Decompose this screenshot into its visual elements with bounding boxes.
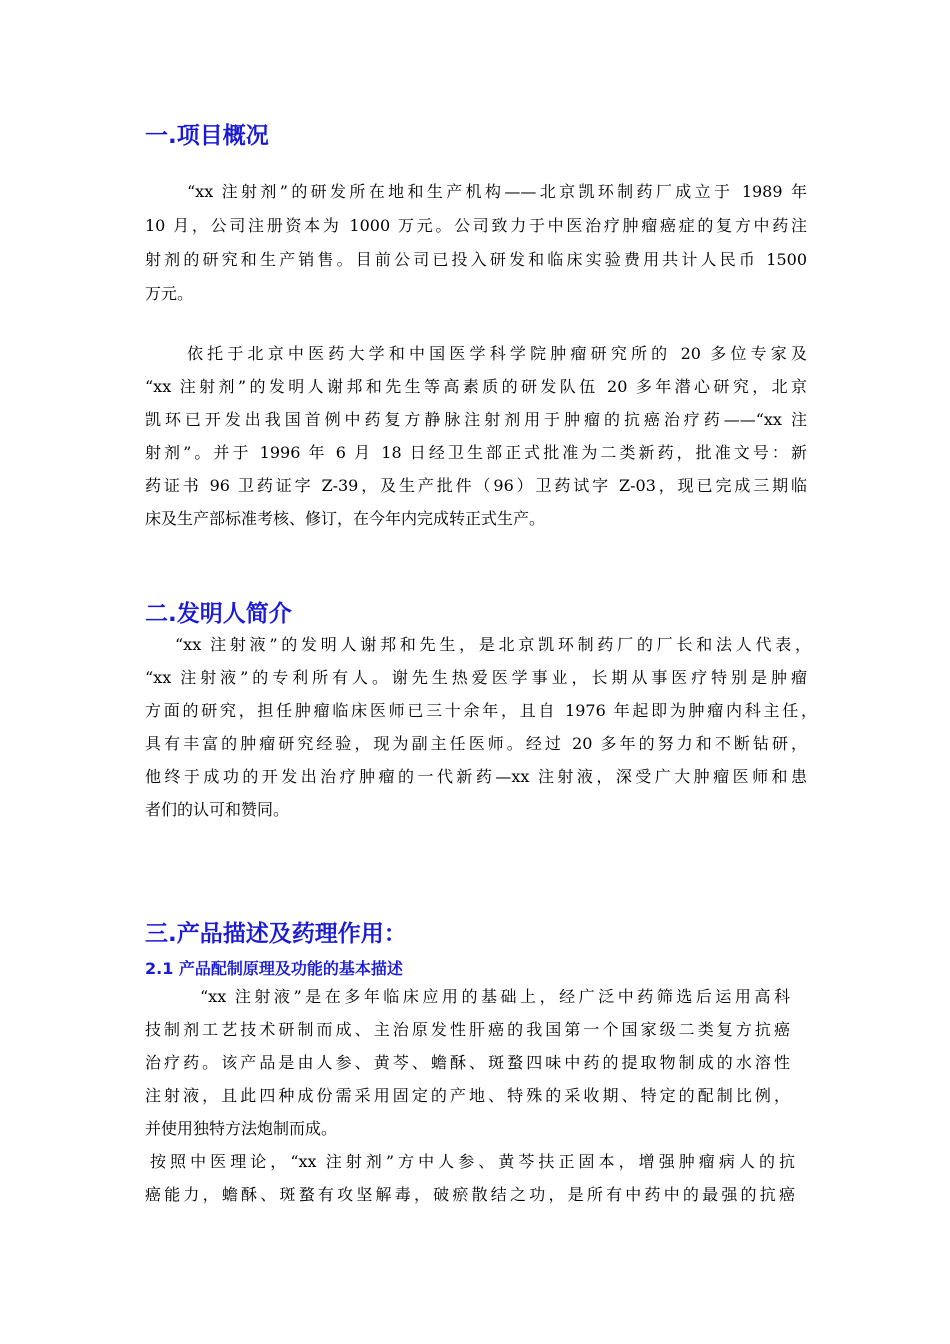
text-line: 药证书 96 卫药证字 Z-39，及生产批件（96）卫药试字 Z-03，现已完成三期临 [145, 476, 807, 495]
text-line: 并使用独特方法炮制而成。 [145, 1119, 338, 1138]
text-line: “xx 注射剂”的研发所在地和生产机构——北京凯环制药厂成立于 1989 年 [187, 182, 807, 201]
subsection-2-1-title: 2.1 产品配制原理及功能的基本描述 [145, 959, 403, 978]
text-line: 方面的研究，担任肿瘤临床医师已三十余年，且自 1976 年起即为肿瘤内科主任， [145, 701, 817, 720]
text-line: “xx 注射液”的专利所有人。谢先生热爱医学事业，长期从事医疗特别是肿瘤 [145, 668, 807, 687]
text-line: 技制剂工艺技术研制而成、主治原发性肝癌的我国第一个国家级二类复方抗癌 [145, 1020, 790, 1039]
text-line: 射剂的研究和生产销售。目前公司已投入研发和临床实验费用共计人民币 1500 [145, 250, 807, 269]
text-line: 癌能力，蟾酥、斑蝥有攻坚解毒，破瘀散结之功，是所有中药中的最强的抗癌 [145, 1185, 795, 1204]
text-line: 者们的认可和赞同。 [145, 800, 290, 819]
text-line: 治疗药。该产品是由人参、黄芩、蟾酥、斑蝥四味中药的提取物制成的水溶性 [145, 1053, 790, 1072]
text-line: 依托于北京中医药大学和中国医学科学院肿瘤研究所的 20 多位专家及 [187, 344, 807, 363]
section-3-title: 三.产品描述及药理作用： [145, 921, 407, 947]
text-line: 具有丰富的肿瘤研究经验，现为副主任医师。经过 20 多年的努力和不断钻研， [145, 734, 807, 753]
text-line: 按照中医理论，“xx 注射剂”方中人参、黄芩扶正固本，增强肿瘤病人的抗 [150, 1152, 795, 1171]
text-line: 射剂”。并于 1996 年 6 月 18 日经卫生部正式批准为二类新药，批准文号：新 [145, 443, 807, 462]
text-line: “xx 注射液”是在多年临床应用的基础上，经广泛中药筛选后运用高科 [200, 987, 790, 1006]
text-line: “xx 注射剂”的发明人谢邦和先生等高素质的研发队伍 20 多年潜心研究，北京 [145, 377, 807, 396]
text-line: 注射液，且此四种成份需采用固定的产地、特殊的采收期、特定的配制比例， [145, 1086, 790, 1105]
text-line: 10 月，公司注册资本为 1000 万元。公司致力于中医治疗肿瘤癌症的复方中药注 [145, 216, 807, 235]
text-line: 床及生产部标准考核、修订，在今年内完成转正式生产。 [145, 509, 546, 528]
text-line: 万元。 [145, 284, 194, 303]
section-1-title: 一.项目概况 [145, 123, 269, 149]
section-2-title: 二.发明人简介 [145, 601, 292, 627]
text-line: 他终于成功的开发出治疗肿瘤的一代新药—xx 注射液，深受广大肿瘤医师和患 [145, 767, 807, 786]
text-line: 凯环已开发出我国首例中药复方静脉注射剂用于肿瘤的抗癌治疗药——“xx 注 [145, 410, 807, 429]
text-line: “xx 注射液”的发明人谢邦和先生，是北京凯环制药厂的厂长和法人代表， [175, 635, 811, 654]
